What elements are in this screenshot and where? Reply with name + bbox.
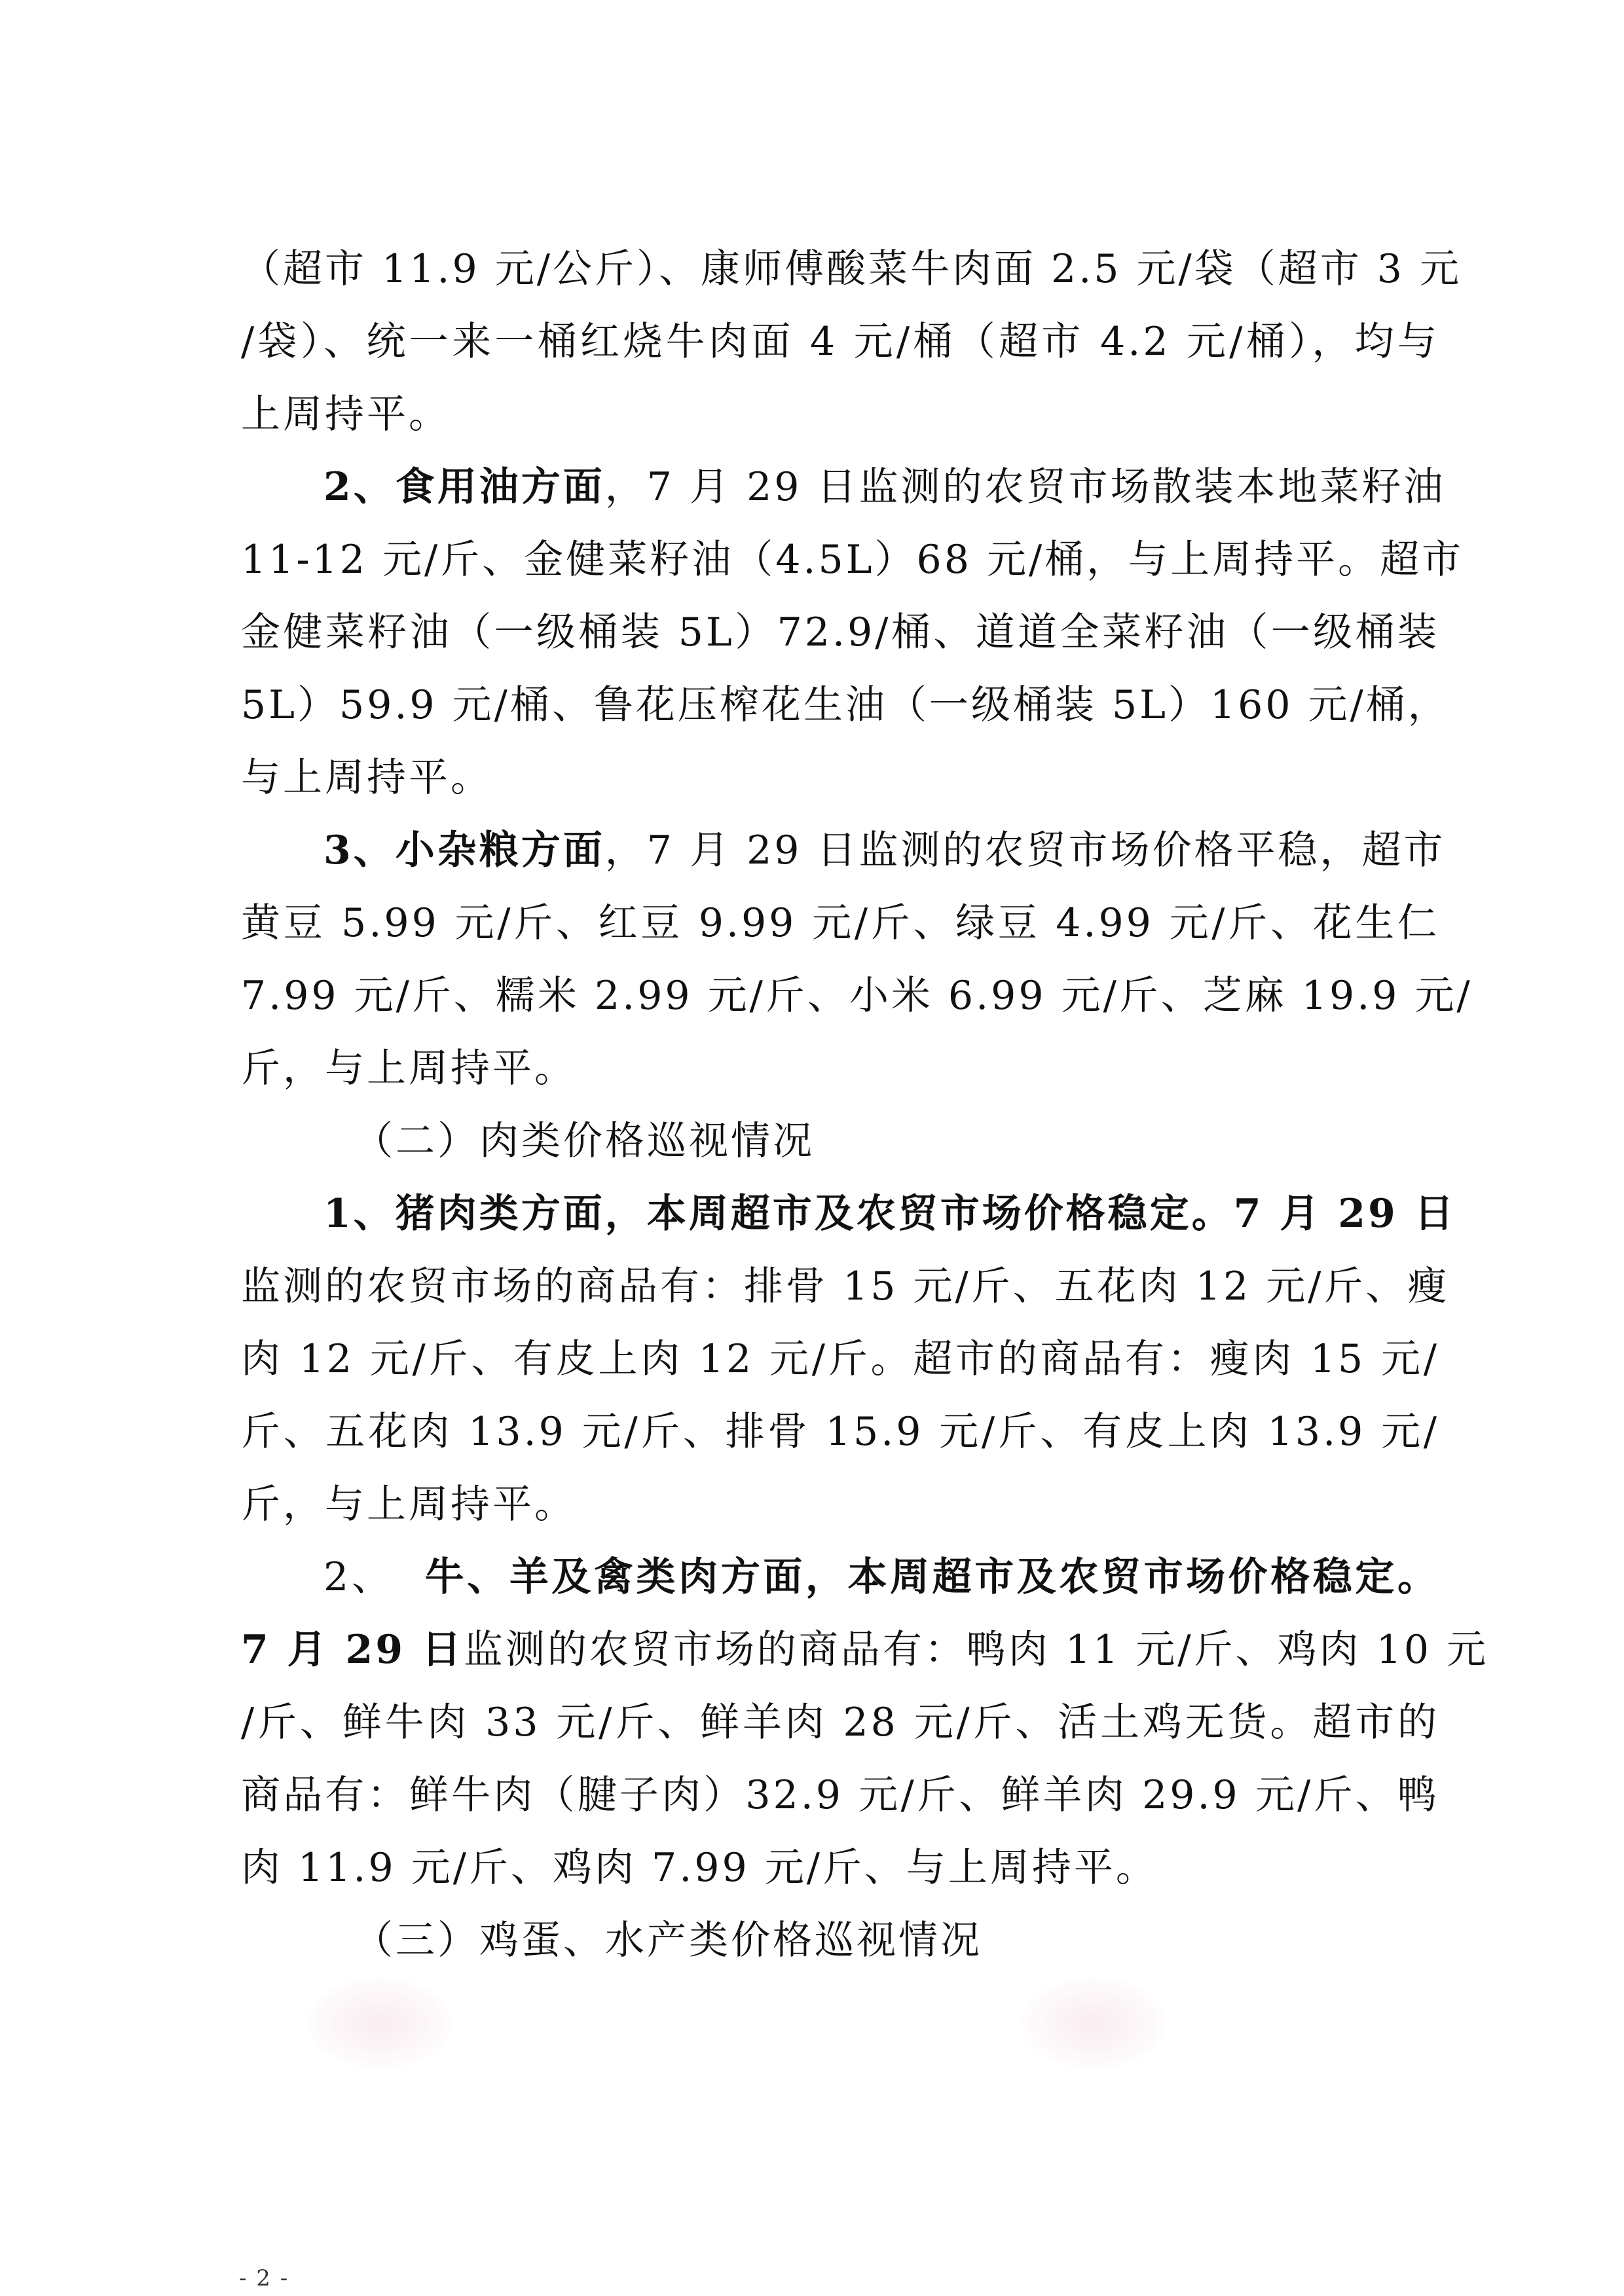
paragraph-line: 与上周持平。: [241, 755, 492, 801]
paragraph-line: 上周持平。: [241, 392, 451, 437]
paragraph-line: 商品有：鲜牛肉（腱子肉）32.9 元/斤、鲜羊肉 29.9 元/斤、鸭: [241, 1772, 1439, 1818]
paragraph-line: 3、小杂粮方面，7 月 29 日监测的农贸市场价格平稳，超市: [323, 828, 1446, 873]
paragraph-line: 肉 12 元/斤、有皮上肉 12 元/斤。超市的商品有：瘦肉 15 元/: [241, 1336, 1439, 1382]
paragraph-line: 监测的农贸市场的商品有：排骨 15 元/斤、五花肉 12 元/斤、瘦: [241, 1264, 1450, 1309]
paragraph-line: （超市 11.9 元/公斤）、康师傅酸菜牛肉面 2.5 元/袋（超市 3 元: [241, 246, 1462, 292]
section-heading-edible-oil: 2、食用油方面: [323, 464, 605, 510]
subsection-heading-meat: （二）肉类价格巡视情况: [354, 1118, 815, 1164]
paragraph-line: 7.99 元/斤、糯米 2.99 元/斤、小米 6.99 元/斤、芝麻 19.9 元/: [241, 973, 1473, 1019]
paragraph-line: 5L）59.9 元/桶、鲁花压榨花生油（一级桶装 5L）160 元/桶，: [241, 682, 1450, 728]
paragraph-line: /袋）、统一来一桶红烧牛肉面 4 元/桶（超市 4.2 元/桶），均与: [241, 319, 1439, 365]
paragraph-line: /斤、鲜牛肉 33 元/斤、鲜羊肉 28 元/斤、活土鸡无货。超市的: [241, 1700, 1439, 1745]
paragraph-line: 2、 牛、羊及禽类肉方面，本周超市及农贸市场价格稳定。: [323, 1554, 1439, 1600]
section-heading-beef-lamb-poultry: 牛、羊及禽类肉方面，本周超市及农贸市场价格稳定。: [424, 1554, 1439, 1600]
paragraph-line: 金健菜籽油（一级桶装 5L）72.9/桶、道道全菜籽油（一级桶装: [241, 610, 1439, 655]
section-heading-grains: 3、小杂粮方面: [323, 828, 605, 873]
paragraph-line: [323, 1191, 1456, 1237]
subsection-heading-eggs-aquatic: （三）鸡蛋、水产类价格巡视情况: [354, 1918, 982, 1963]
paragraph-line: 黄豆 5.99 元/斤、红豆 9.99 元/斤、绿豆 4.99 元/斤、花生仁: [241, 900, 1439, 946]
paragraph-line: 11-12 元/斤、金健菜籽油（4.5L）68 元/桶，与上周持平。超市: [241, 537, 1464, 583]
section-heading-pork: 1、猪肉类方面，本周超市及农贸市场价格稳定。7 月 29 日: [323, 1191, 1456, 1237]
paragraph-line: 2、食用油方面，7 月 29 日监测的农贸市场散装本地菜籽油: [323, 464, 1446, 510]
paragraph-line: 7 月 29 日监测的农贸市场的商品有：鸭肉 11 元/斤、鸡肉 10 元: [241, 1627, 1489, 1673]
paragraph-line: 斤，与上周持平。: [241, 1046, 576, 1091]
paragraph-line: 斤、五花肉 13.9 元/斤、排骨 15.9 元/斤、有皮上肉 13.9 元/: [241, 1409, 1439, 1455]
stamp-bleed-mark: [308, 1977, 452, 2069]
paragraph-line: 肉 11.9 元/斤、鸡肉 7.99 元/斤、与上周持平。: [241, 1845, 1158, 1891]
stamp-bleed-mark: [1022, 1977, 1166, 2069]
paragraph-line: 斤，与上周持平。: [241, 1482, 576, 1527]
page-number: - 2 -: [239, 2265, 289, 2291]
